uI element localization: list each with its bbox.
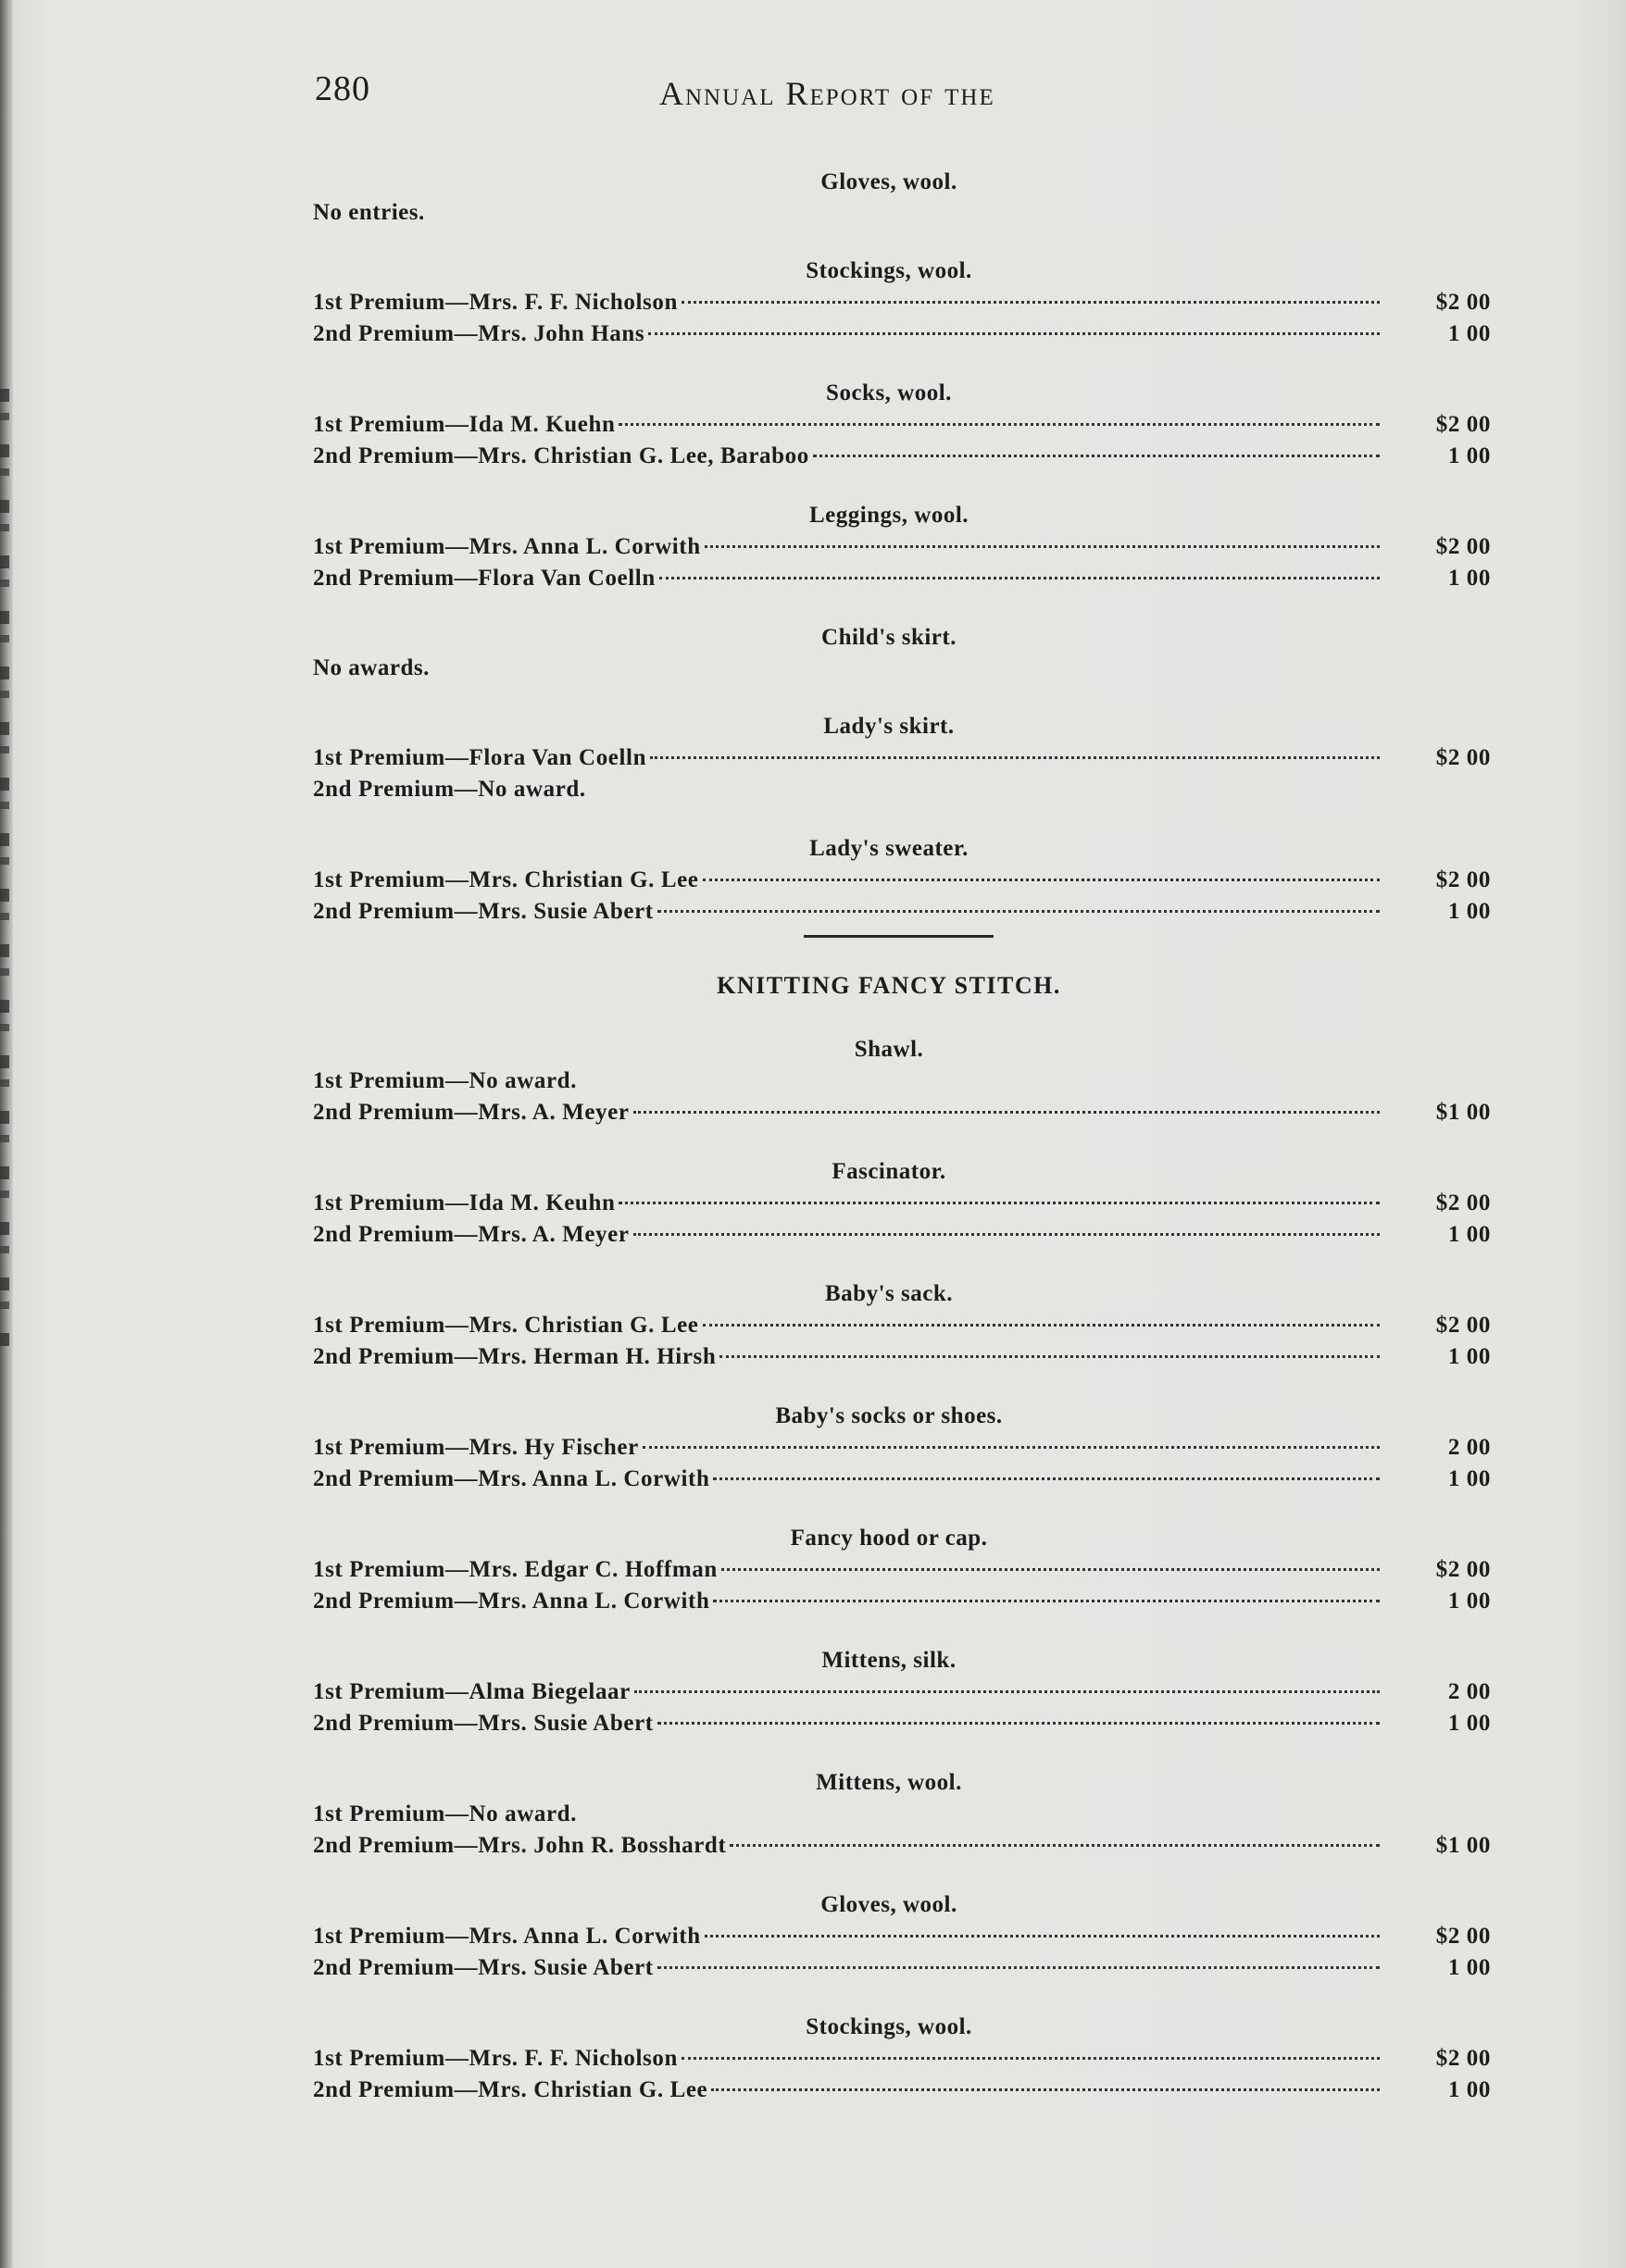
premium-row xyxy=(287,1676,1491,1708)
premium-amount: 1 00 xyxy=(1447,1711,1491,1736)
category-heading: Fancy hood or cap. xyxy=(790,1526,988,1551)
premium-row xyxy=(287,774,1491,805)
premium-amount: $2 00 xyxy=(1435,412,1491,437)
group-spacer xyxy=(287,1251,1491,1271)
dot-leader xyxy=(657,1721,1380,1725)
premium-label: 2nd Premium—Mrs. A. Meyer xyxy=(313,1100,630,1125)
premium-row xyxy=(287,1799,1491,1830)
dot-leader xyxy=(657,1965,1380,1969)
premium-label: 2nd Premium—Mrs. John R. Bosshardt xyxy=(313,1833,727,1858)
dot-leader xyxy=(650,755,1380,759)
premium-amount: $2 00 xyxy=(1435,1924,1491,1949)
premium-label: 2nd Premium—No award. xyxy=(313,777,586,802)
dot-leader xyxy=(705,1934,1380,1938)
premium-amount: 1 00 xyxy=(1447,1955,1491,1980)
page-number: 280 xyxy=(315,69,370,108)
category-heading: Baby's socks or shoes. xyxy=(775,1403,1003,1428)
section-title: KNITTING FANCY STITCH. xyxy=(717,972,1061,999)
premium-label: 1st Premium—Alma Biegelaar xyxy=(313,1679,631,1704)
dot-leader xyxy=(619,1201,1380,1204)
premium-label: 1st Premium—Ida M. Keuhn xyxy=(313,1190,616,1215)
dot-leader xyxy=(581,1814,1380,1815)
premium-row xyxy=(287,1432,1491,1464)
group-spacer xyxy=(287,1617,1491,1638)
premium-label: 2nd Premium—Mrs. Christian G. Lee, Baraboo xyxy=(313,443,809,468)
dot-leader xyxy=(634,1689,1380,1693)
category-heading: Mittens, silk. xyxy=(821,1648,957,1673)
dot-leader xyxy=(813,454,1380,457)
premium-amount: 1 00 xyxy=(1447,566,1491,591)
group-spacer xyxy=(287,1495,1491,1515)
premium-label: 1st Premium—Ida M. Kuehn xyxy=(313,412,616,437)
premium-row xyxy=(287,1464,1491,1495)
premium-label: 1st Premium—Mrs. Anna L. Corwith xyxy=(313,1924,701,1949)
premium-amount: 1 00 xyxy=(1447,1222,1491,1247)
premium-amount: 1 00 xyxy=(1447,1466,1491,1491)
premium-label: 1st Premium—Mrs. Hy Fischer xyxy=(313,1435,639,1460)
category-heading: Gloves, wool. xyxy=(820,1892,957,1917)
premium-row xyxy=(287,1188,1491,1219)
premium-amount: 1 00 xyxy=(1447,1589,1491,1614)
category-heading: Stockings, wool. xyxy=(806,258,972,283)
premium-label: 1st Premium—Flora Van Coelln xyxy=(313,745,647,770)
no-entries-note: No awards. xyxy=(313,655,430,680)
no-entries-note: No entries. xyxy=(313,200,425,225)
premium-row xyxy=(287,441,1491,472)
premium-label: 1st Premium—Mrs. F. F. Nicholson xyxy=(313,2046,678,2071)
dot-leader xyxy=(633,1110,1380,1114)
premium-row xyxy=(287,287,1491,318)
premium-amount: 1 00 xyxy=(1447,1344,1491,1369)
category-heading: Fascinator. xyxy=(832,1159,946,1184)
premium-amount: 1 00 xyxy=(1447,443,1491,468)
dot-leader xyxy=(703,1323,1380,1327)
premium-amount: $2 00 xyxy=(1435,1313,1491,1338)
premium-amount: $2 00 xyxy=(1435,745,1491,770)
premium-list xyxy=(287,167,1491,2106)
premium-label: 2nd Premium—Mrs. Herman H. Hirsh xyxy=(313,1344,717,1369)
dot-leader xyxy=(643,1445,1380,1449)
premium-row xyxy=(287,318,1491,350)
premium-label: 2nd Premium—Mrs. Anna L. Corwith xyxy=(313,1466,710,1491)
running-title: Annual Report of the xyxy=(659,75,995,112)
premium-label: 1st Premium—Mrs. Christian G. Lee xyxy=(313,867,699,892)
premium-label: 1st Premium—Mrs. Christian G. Lee xyxy=(313,1313,699,1338)
dot-leader xyxy=(719,1354,1380,1358)
category-heading: Gloves, wool. xyxy=(820,169,957,194)
spine-marks xyxy=(0,389,9,1352)
premium-label: 1st Premium—No award. xyxy=(313,1068,578,1093)
dot-leader xyxy=(721,1567,1380,1571)
premium-amount: $1 00 xyxy=(1435,1100,1491,1125)
premium-amount: $2 00 xyxy=(1435,534,1491,559)
category-heading: Lady's sweater. xyxy=(809,836,969,861)
premium-row xyxy=(287,1586,1491,1617)
category-heading: Mittens, wool. xyxy=(816,1770,962,1795)
premium-amount: $2 00 xyxy=(1435,867,1491,892)
group-spacer xyxy=(287,1373,1491,1393)
premium-row xyxy=(287,1708,1491,1739)
premium-label: 2nd Premium—Mrs. Susie Abert xyxy=(313,1955,654,1980)
dot-leader xyxy=(713,1599,1380,1602)
premium-amount: 1 00 xyxy=(1447,321,1491,346)
premium-label: 1st Premium—Mrs. Edgar C. Hoffman xyxy=(313,1557,718,1582)
premium-amount: 2 00 xyxy=(1447,1435,1491,1460)
dot-leader xyxy=(633,1232,1380,1236)
group-spacer xyxy=(287,228,1491,248)
dot-leader xyxy=(705,544,1380,548)
premium-row xyxy=(287,1341,1491,1373)
dot-leader xyxy=(659,576,1380,579)
category-heading: Shawl. xyxy=(854,1037,924,1062)
dot-leader xyxy=(581,1081,1380,1082)
premium-amount: $2 00 xyxy=(1435,1190,1491,1215)
group-spacer xyxy=(287,1984,1491,2004)
premium-amount: $2 00 xyxy=(1435,1557,1491,1582)
premium-amount: 1 00 xyxy=(1447,2077,1491,2102)
premium-row xyxy=(287,1830,1491,1862)
premium-label: 1st Premium—Mrs. F. F. Nicholson xyxy=(313,290,678,315)
premium-row xyxy=(287,409,1491,441)
dot-leader xyxy=(682,300,1380,304)
dot-leader xyxy=(657,909,1380,913)
premium-row xyxy=(287,2075,1491,2106)
category-heading: Leggings, wool. xyxy=(808,503,969,528)
group-spacer xyxy=(287,594,1491,615)
premium-row xyxy=(287,1554,1491,1586)
premium-amount: $1 00 xyxy=(1435,1833,1491,1858)
premium-label: 1st Premium—Mrs. Anna L. Corwith xyxy=(313,534,701,559)
group-spacer xyxy=(287,472,1491,492)
group-spacer xyxy=(287,350,1491,370)
premium-row xyxy=(287,865,1491,896)
dot-leader xyxy=(590,790,1380,791)
category-heading: Child's skirt. xyxy=(821,625,957,650)
dot-leader xyxy=(648,331,1380,335)
dot-leader xyxy=(682,2056,1380,2060)
dot-leader xyxy=(713,1477,1380,1480)
group-spacer xyxy=(287,683,1491,704)
premium-row xyxy=(287,1065,1491,1097)
group-spacer xyxy=(287,805,1491,826)
dot-leader xyxy=(619,422,1380,426)
premium-row xyxy=(287,1310,1491,1341)
premium-label: 1st Premium—No award. xyxy=(313,1801,578,1826)
premium-row xyxy=(287,742,1491,774)
premium-row xyxy=(287,563,1491,594)
premium-label: 2nd Premium—Flora Van Coelln xyxy=(313,566,656,591)
premium-amount: $2 00 xyxy=(1435,290,1491,315)
premium-row xyxy=(287,1921,1491,1952)
group-spacer xyxy=(287,1128,1491,1149)
category-heading: Socks, wool. xyxy=(826,380,952,405)
premium-row xyxy=(287,2043,1491,2075)
premium-amount: 1 00 xyxy=(1447,899,1491,924)
premium-label: 2nd Premium—Mrs. Anna L. Corwith xyxy=(313,1589,710,1614)
group-spacer xyxy=(287,1006,1491,1027)
group-spacer xyxy=(287,1862,1491,1882)
premium-amount: 2 00 xyxy=(1447,1679,1491,1704)
premium-row xyxy=(287,531,1491,563)
category-heading: Lady's skirt. xyxy=(823,714,955,739)
section-divider-rule xyxy=(804,935,994,938)
category-heading: Stockings, wool. xyxy=(806,2014,972,2039)
premium-label: 2nd Premium—Mrs. Susie Abert xyxy=(313,899,654,924)
premium-row xyxy=(287,1952,1491,1984)
dot-leader xyxy=(730,1843,1380,1847)
page-header xyxy=(315,69,1148,124)
dot-leader xyxy=(711,2087,1380,2091)
premium-row xyxy=(287,1219,1491,1251)
premium-row xyxy=(287,1097,1491,1128)
premium-label: 2nd Premium—Mrs. A. Meyer xyxy=(313,1222,630,1247)
dot-leader xyxy=(703,878,1380,881)
premium-label: 2nd Premium—Mrs. Christian G. Lee xyxy=(313,2077,708,2102)
premium-label: 2nd Premium—Mrs. Susie Abert xyxy=(313,1711,654,1736)
premium-label: 2nd Premium—Mrs. John Hans xyxy=(313,321,645,346)
premium-row xyxy=(287,896,1491,928)
group-spacer xyxy=(287,1739,1491,1760)
category-heading: Baby's sack. xyxy=(825,1281,953,1306)
premium-amount: $2 00 xyxy=(1435,2046,1491,2071)
